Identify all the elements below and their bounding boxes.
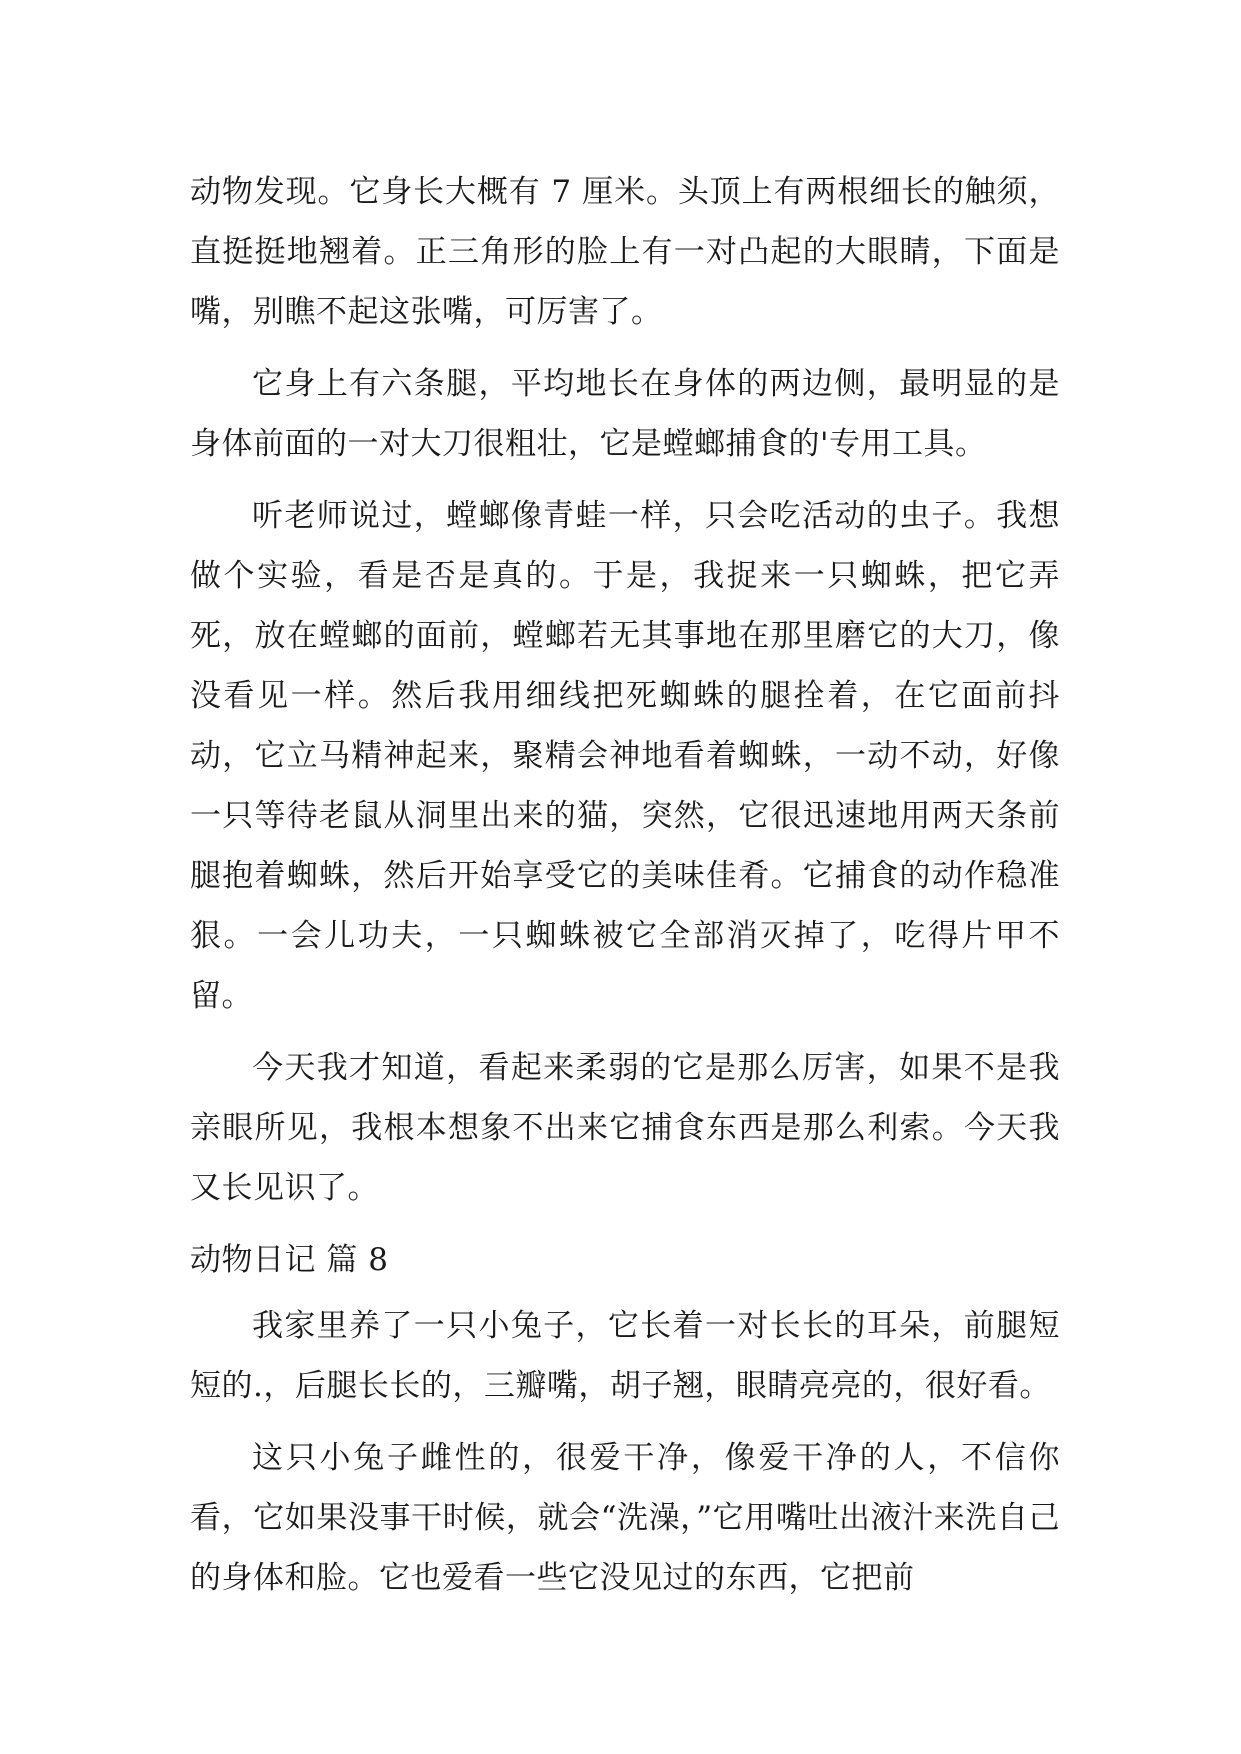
paragraph-3: 听老师说过，螳螂像青蛙一样，只会吃活动的虫子。我想做个实验，看是否是真的。于是，我捉来一只蜘蛛，把它弄死，放在螳螂的面前，螳螂若无其事地在那里磨它的大刀，像没看见一样。然后我用细线把死蜘蛛的腿拴着，在它面前抖动，它立马精神起来，聚精会神地看着蜘蛛，一动不动，好像一只等待老鼠从洞里出来的猫，突然，它很迅速地用两天条前腿抱着蜘蛛，然后开始享受它的美味佳肴。它捕食的动作稳准狠。一会儿功夫，一只蜘蛛被它全部消灭掉了，吃得片甲不留。	[190, 498, 1060, 1014]
paragraph-2: 它身上有六条腿，平均地长在身体的两边侧，最明显的是身体前面的一对大刀很粗壮，它是螳螂捕食的'专用工具。	[190, 366, 1060, 462]
paragraph-5: 我家里养了一只小兔子，它长着一对长长的耳朵，前腿短短的.，后腿长长的，三瓣嘴，胡子翘，眼睛亮亮的，很好看。	[190, 1308, 1060, 1404]
section-title: 动物日记 篇 8	[190, 1242, 389, 1278]
document-body	[190, 162, 1060, 1620]
paragraph-6: 这只小兔子雌性的，很爱干净，像爱干净的人，不信你看，它如果没事干时候，就会“洗澡，”它用嘴吐出液汁来洗自己的身体和脸。它也爱看一些它没见过的东西，它把前	[190, 1440, 1060, 1596]
paragraph-1: 动物发现。它身长大概有 7 厘米。头顶上有两根细长的触须，直挺挺地翘着。正三角形的脸上有一对凸起的大眼睛，下面是嘴，别瞧不起这张嘴，可厉害了。	[190, 174, 1060, 330]
paragraph-4: 今天我才知道，看起来柔弱的它是那么厉害，如果不是我亲眼所见，我根本想象不出来它捕食东西是那么利索。今天我又长见识了。	[190, 1050, 1060, 1206]
